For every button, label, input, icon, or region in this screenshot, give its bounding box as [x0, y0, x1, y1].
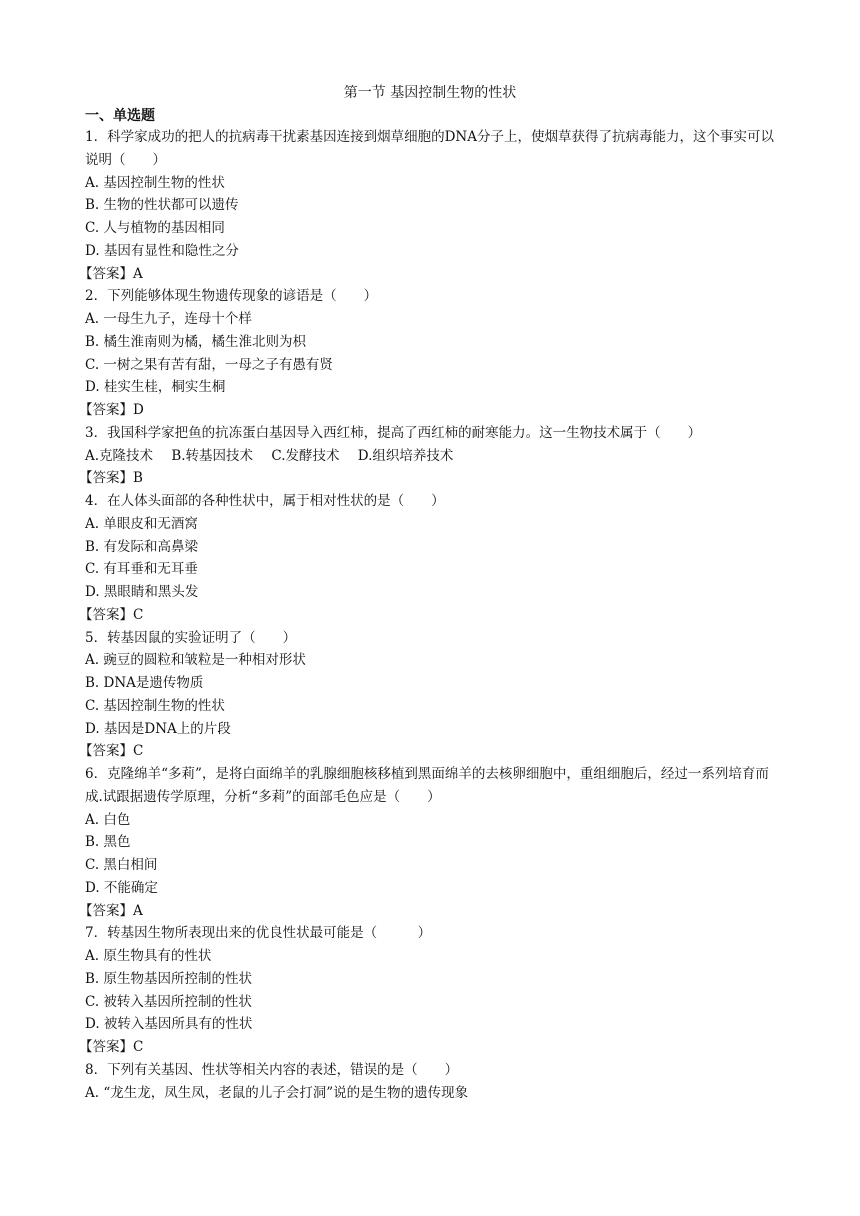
option-b: B. 橘生淮南则为橘，橘生淮北则为枳 [85, 333, 307, 350]
answer: 【答案】D [79, 402, 144, 418]
question-stem: 5．转基因鼠的实验证明了（ ） [85, 629, 297, 646]
option-b: B. DNA是遗传物质 [85, 675, 204, 691]
section-heading: 一、单选题 [85, 108, 155, 124]
option-d: D. 不能确定 [85, 879, 158, 896]
question-stem: 2．下列能够体现生物遗传现象的谚语是（ ） [85, 288, 378, 305]
option-c: C. 人与植物的基因相同 [85, 220, 225, 236]
question-stem: 3．我国科学家把鱼的抗冻蛋白基因导入西红柿，提高了西红柿的耐寒能力。这一生物技术属于（ ） [85, 424, 702, 441]
option-c: C. 一树之果有苦有甜，一母之子有愚有贤 [85, 356, 333, 373]
option-d: D. 基因是DNA上的片段 [85, 720, 231, 737]
option-d: D. 被转入基因所具有的性状 [85, 1016, 253, 1033]
option-d: D. 基因有显性和隐性之分 [85, 242, 239, 259]
answer: 【答案】A [79, 902, 143, 919]
option-b: B.转基因技术 [171, 447, 254, 464]
option-a: A. 一母生九子，连母十个样 [85, 311, 252, 327]
option-d: D. 黑眼睛和黑头发 [85, 584, 199, 600]
option-c: C. 被转入基因所控制的性状 [85, 993, 252, 1010]
question-stem: 7．转基因生物所表现出来的优良性状最可能是（ ） [85, 925, 432, 942]
question-stem: 6．克隆绵羊“多莉”，是将白面绵羊的乳腺细胞核移植到黑面绵羊的去核卵细胞中，重组细胞后，经过一系列培育而成.试跟据遗传学原理，分析“多莉”的面部毛色应是（ ） [85, 766, 769, 805]
option-a: A. 豌豆的圆粒和皱粒是一种相对形状 [85, 652, 306, 669]
option-a: A. “龙生龙，凤生凤，老鼠的儿子会打洞”说的是生物的遗传现象 [85, 1084, 469, 1101]
option-c: C. 基因控制生物的性状 [85, 697, 225, 714]
answer: 【答案】C [79, 1039, 144, 1055]
option-b: B. 黑色 [85, 834, 131, 851]
answer: 【答案】B [79, 470, 143, 487]
options-inline [85, 445, 785, 468]
option-a: A.克隆技术 [85, 447, 154, 464]
question-stem: 8．下列有关基因、性状等相关内容的表述，错误的是（ ） [85, 1061, 459, 1078]
page-title: 第一节 基因控制生物的性状 [343, 85, 517, 101]
option-a: A. 白色 [85, 811, 131, 828]
answer: 【答案】C [79, 606, 144, 623]
question-stem: 4．在人体头面部的各种性状中，属于相对性状的是（ ） [85, 493, 445, 509]
answer: 【答案】C [79, 743, 144, 760]
option-a: A. 单眼皮和无酒窝 [85, 515, 198, 532]
question-stem: 1．科学家成功的把人的抗病毒干扰素基因连接到烟草细胞的DNA分子上，使烟草获得了抗病毒能力，这个事实可以说明（ ） [85, 129, 774, 168]
option-d: D. 桂实生桂，桐实生桐 [85, 379, 226, 396]
option-a: A. 基因控制生物的性状 [85, 174, 225, 191]
option-d: D.组织培养技术 [357, 447, 454, 464]
option-c: C. 黑白相间 [85, 857, 158, 873]
option-b: B. 原生物基因所控制的性状 [85, 970, 253, 987]
option-a: A. 原生物具有的性状 [85, 948, 212, 964]
question-list [79, 126, 785, 1104]
option-b: B. 有发际和高鼻梁 [85, 538, 199, 555]
option-c: C. 有耳垂和无耳垂 [85, 561, 198, 578]
option-b: B. 生物的性状都可以遗传 [85, 197, 239, 214]
answer: 【答案】A [79, 265, 143, 282]
option-c: C.发酵技术 [271, 447, 340, 464]
